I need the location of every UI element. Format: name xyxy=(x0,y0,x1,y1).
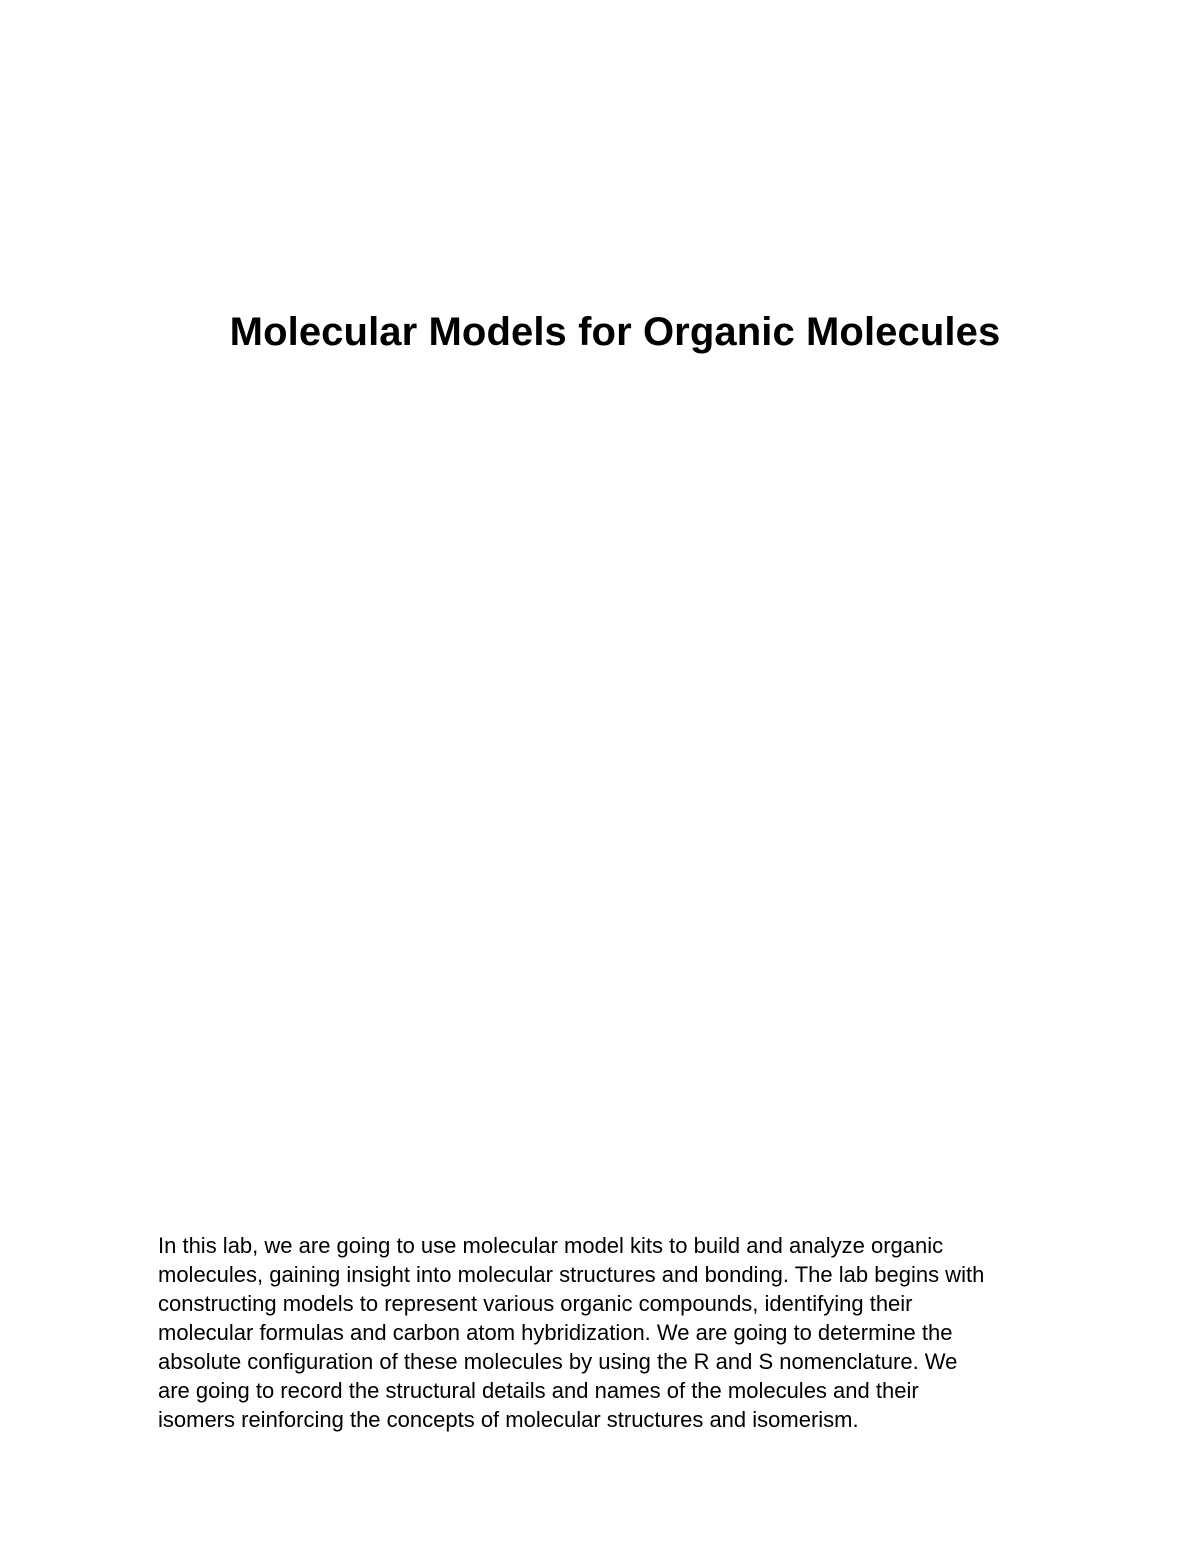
intro-line: molecules, gaining insight into molecular structures and bonding. The lab begins with xyxy=(158,1262,985,1287)
intro-line: are going to record the structural details and names of the molecules and their xyxy=(158,1378,919,1403)
intro-line: absolute configuration of these molecules by using the R and S nomenclature. We xyxy=(158,1349,958,1374)
intro-line: In this lab, we are going to use molecular model kits to build and analyze organic xyxy=(158,1233,944,1258)
intro-line: molecular formulas and carbon atom hybridization. We are going to determine the xyxy=(158,1320,953,1345)
document-title: Molecular Models for Organic Molecules xyxy=(229,310,1001,354)
intro-line: isomers reinforcing the concepts of molecular structures and isomerism. xyxy=(158,1407,859,1432)
intro-paragraph xyxy=(158,1231,1118,1434)
intro-line: constructing models to represent various organic compounds, identifying their xyxy=(158,1291,913,1316)
